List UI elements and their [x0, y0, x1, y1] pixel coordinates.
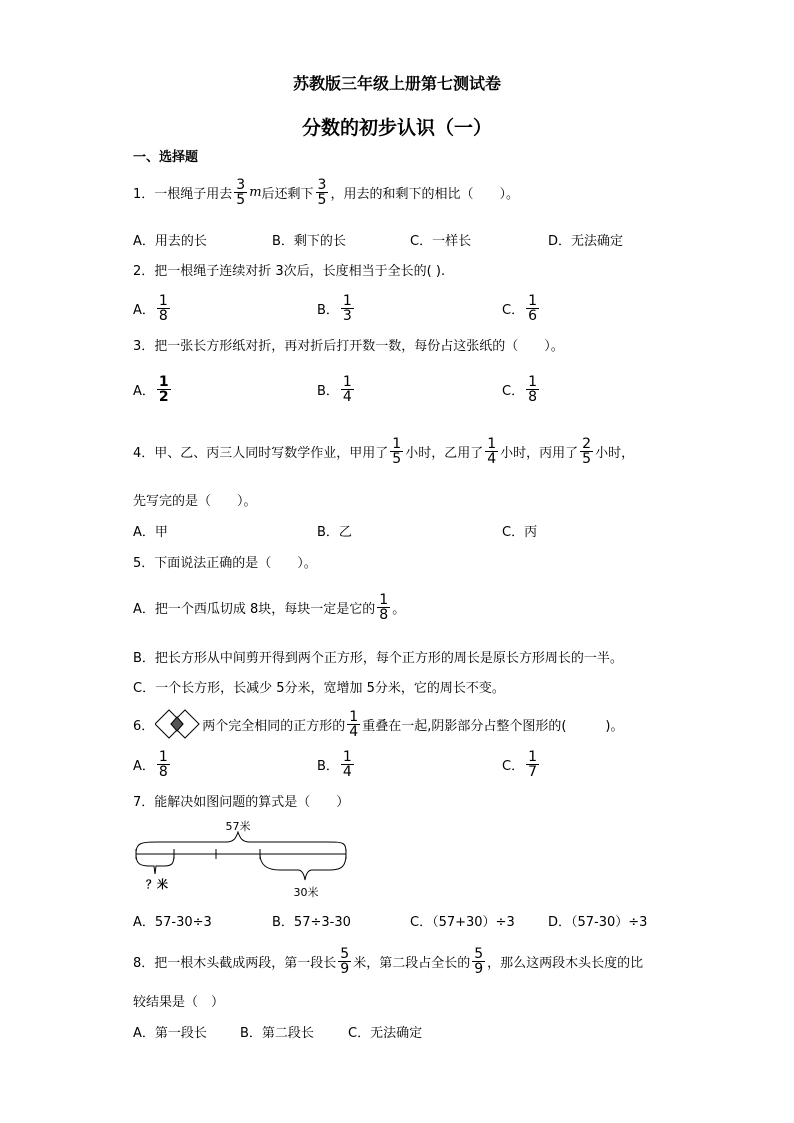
q2-option-c-label: C．	[502, 303, 525, 318]
q2-option-b-fraction	[341, 294, 354, 323]
q2-a-num: 1	[158, 293, 168, 309]
q1-option-d[interactable]: D．无法确定	[548, 234, 624, 249]
question-7: 7．能解决如图问题的算式是（ ）	[133, 795, 350, 810]
q4-text-d: 小时，	[595, 446, 635, 461]
q5-a-den: 8	[379, 607, 389, 623]
q8-text-c: ，那么这两段木头长度的比	[487, 956, 644, 971]
q2-option-c[interactable]	[502, 294, 541, 323]
unknown-label: ？米	[146, 878, 168, 891]
q8-line-2: 较结果是（ ）	[133, 995, 225, 1010]
q1-option-c[interactable]: C．一样长	[410, 234, 472, 249]
q5-option-a-text: A．把一个西瓜切成 8块，每块一定是它的	[133, 602, 376, 617]
q2-a-den: 8	[158, 308, 168, 324]
q6-frac-num: 1	[349, 708, 359, 725]
q2-option-c-fraction	[526, 294, 539, 323]
q7-option-a[interactable]: A．57-30÷3	[133, 915, 212, 930]
q5-option-a[interactable]	[133, 593, 405, 622]
q2-option-a-label: A．	[133, 303, 155, 318]
q4-frac2-num: 1	[487, 436, 497, 452]
q8-fraction-1	[338, 947, 351, 976]
q1-fraction-1	[234, 178, 247, 207]
q6-option-b[interactable]	[317, 750, 356, 779]
q8-option-b[interactable]: B．第二段长	[240, 1026, 314, 1041]
q2-c-den: 6	[528, 308, 537, 324]
question-8	[133, 947, 643, 976]
q6-fraction	[347, 710, 360, 739]
q4-option-c[interactable]: C．丙	[502, 525, 538, 540]
q1-option-a[interactable]: A．用去的长	[133, 234, 207, 249]
q6-text-b: 重叠在一起,阴影部分占整个图形的( )。	[362, 718, 624, 734]
part-label: 30米	[293, 886, 319, 899]
q5-option-c[interactable]: C．一个长方形，长减少 5分米，宽增加 5分米，它的周长不变。	[133, 681, 505, 696]
q3-option-b-fraction	[341, 375, 354, 404]
q3-option-a[interactable]	[133, 375, 173, 404]
q8-frac2-den: 9	[474, 961, 484, 977]
q6-option-c-label: C．	[502, 759, 525, 774]
q4-fraction-1	[390, 437, 403, 466]
q8-option-a[interactable]: A．第一段长	[133, 1026, 207, 1041]
q3-b-num: 1	[342, 374, 352, 390]
section-heading: 一、选择题	[133, 150, 199, 165]
q6-option-c[interactable]	[502, 750, 541, 779]
q2-option-b-label: B．	[317, 303, 339, 318]
unknown-brace	[136, 854, 174, 874]
q3-option-c-fraction	[526, 375, 539, 404]
q4-frac1-num: 1	[392, 436, 402, 452]
overlapping-squares-icon	[155, 708, 201, 740]
q4-fraction-3	[580, 437, 593, 466]
q1-option-b[interactable]: B．剩下的长	[272, 234, 346, 249]
q5-option-b[interactable]: B．把长方形从中间剪开得到两个正方形，每个正方形的周长是原长方形周长的一半。	[133, 651, 623, 666]
part-brace	[260, 854, 346, 880]
q4-option-b[interactable]: B．乙	[317, 525, 352, 540]
q6-c-num: 1	[528, 749, 537, 765]
q1-fraction-2	[316, 178, 329, 207]
q8-option-c[interactable]: C．无法确定	[348, 1026, 423, 1041]
q6-b-num: 1	[342, 749, 352, 765]
q8-text-a: 8．把一根木头截成两段，第一段长	[133, 956, 337, 971]
q3-option-a-fraction	[157, 375, 171, 404]
q1-frac1-num: 3	[236, 177, 246, 193]
q2-option-a-fraction	[157, 294, 170, 323]
q6-a-den: 8	[158, 764, 168, 780]
q6-option-a[interactable]	[133, 750, 172, 779]
q3-a-den: 2	[158, 389, 169, 405]
q3-option-b-label: B．	[317, 384, 339, 399]
q3-option-c[interactable]	[502, 375, 541, 404]
q1-frac2-num: 3	[317, 177, 327, 193]
question-4	[133, 437, 634, 466]
q6-option-c-fraction	[526, 750, 539, 779]
q7-option-c[interactable]: C．（57+30）÷3	[410, 915, 515, 930]
q3-c-num: 1	[528, 374, 537, 390]
line-segment-diagram	[130, 818, 356, 903]
q4-frac2-den: 4	[487, 451, 497, 467]
q1-text-b: 后还剩下	[261, 187, 314, 202]
q6-text-a: 两个完全相同的正方形的	[202, 718, 346, 734]
total-label: 57米	[225, 820, 251, 833]
q4-text-c: 小时，丙用了	[500, 446, 579, 461]
q1-text-a: 1．一根绳子用去	[133, 187, 233, 202]
q2-c-num: 1	[528, 293, 537, 309]
q8-frac1-den: 9	[340, 961, 350, 977]
q3-c-den: 8	[528, 389, 537, 405]
q2-option-a[interactable]	[133, 294, 172, 323]
q1-frac1-den: 5	[236, 192, 246, 208]
q1-text-c: ，用去的和剩下的相比（ ）。	[330, 187, 519, 202]
q4-frac3-den: 5	[582, 451, 592, 467]
q4-option-a[interactable]: A．甲	[133, 525, 168, 540]
q3-a-num: 1	[158, 374, 169, 390]
q5-a-num: 1	[379, 592, 389, 608]
q4-line-2: 先写完的是（ ）。	[133, 494, 257, 509]
q8-frac1-num: 5	[340, 946, 350, 962]
q4-text-b: 小时，乙用了	[405, 446, 484, 461]
question-1	[133, 178, 519, 207]
q7-option-b[interactable]: B．57÷3-30	[272, 915, 351, 930]
q3-option-b[interactable]	[317, 375, 356, 404]
q6-number: 6．	[133, 718, 155, 734]
q6-option-a-label: A．	[133, 759, 155, 774]
q6-frac-den: 4	[349, 723, 359, 740]
q8-fraction-2	[472, 947, 485, 976]
q3-option-c-label: C．	[502, 384, 525, 399]
question-5: 5．下面说法正确的是（ ）。	[133, 556, 317, 571]
q6-option-a-fraction	[157, 750, 170, 779]
q4-text-a: 4．甲、乙、丙三人同时写数学作业，甲用了	[133, 446, 389, 461]
q6-option-b-fraction	[341, 750, 354, 779]
q4-fraction-2	[485, 437, 498, 466]
q3-b-den: 4	[342, 389, 352, 405]
q1-frac2-den: 5	[317, 192, 327, 208]
q4-frac3-num: 2	[582, 436, 592, 452]
q5-option-a-fraction	[377, 593, 390, 622]
q2-b-den: 3	[342, 308, 352, 324]
q8-text-b: 米，第二段占全长的	[353, 956, 471, 971]
page-subtitle: 分数的初步认识（一）	[301, 117, 492, 139]
question-2: 2．把一根绳子连续对折 3次后，长度相当于全长的( ).	[133, 264, 446, 279]
q5-option-a-end: 。	[392, 602, 406, 617]
q1-unit: m	[249, 185, 262, 200]
q2-b-num: 1	[342, 293, 352, 309]
q2-option-b[interactable]	[317, 294, 356, 323]
page-title: 苏教版三年级上册第七测试卷	[292, 74, 501, 93]
total-brace	[136, 832, 346, 854]
question-3: 3．把一张长方形纸对折，再对折后打开数一数，每份占这张纸的（ ）。	[133, 339, 564, 354]
q6-a-num: 1	[158, 749, 168, 765]
q8-frac2-num: 5	[474, 946, 484, 962]
q6-option-b-label: B．	[317, 759, 339, 774]
q4-frac1-den: 5	[392, 451, 402, 467]
q6-c-den: 7	[528, 764, 537, 780]
question-6	[133, 708, 624, 740]
q3-option-a-label: A．	[133, 384, 155, 399]
q6-b-den: 4	[342, 764, 352, 780]
q7-option-d[interactable]: D．（57-30）÷3	[548, 915, 648, 930]
